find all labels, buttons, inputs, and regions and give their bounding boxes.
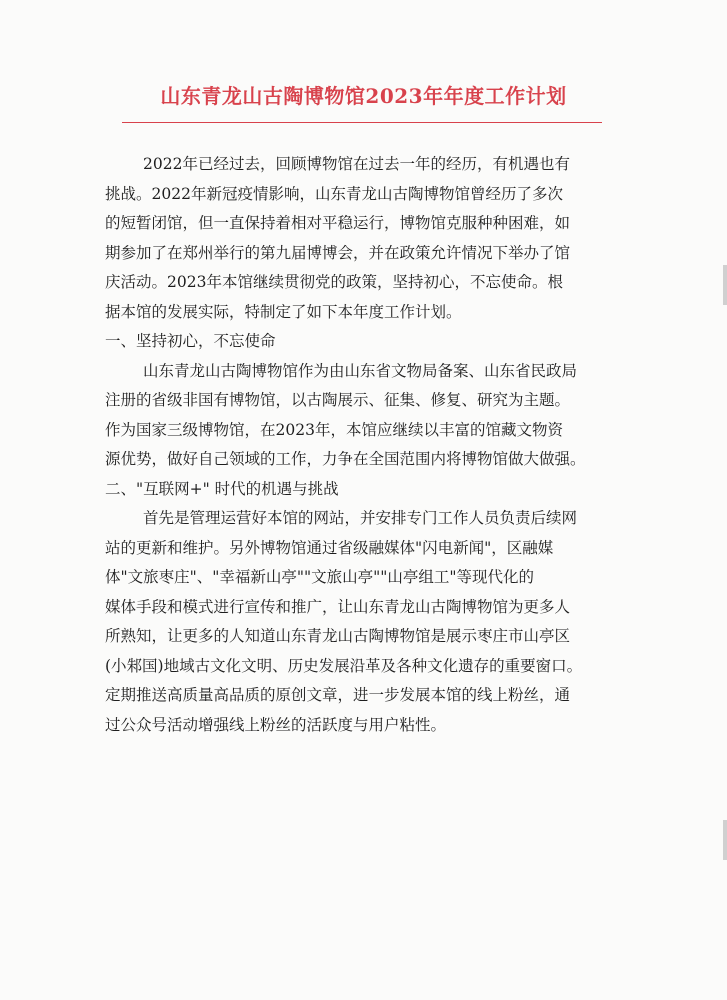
document-line: 期参加了在郑州举行的第九届博博会，并在政策允许情况下举办了馆: [105, 243, 571, 262]
document-line: 定期推送高质量高品质的原创文章，进一步发展本馆的线上粉丝，通: [105, 686, 571, 704]
title-divider: [122, 122, 602, 123]
document-line: 的短暂闭馆，但一直保持着相对平稳运行，博物馆克服种种困难，如: [105, 214, 571, 232]
document-line: 首先是管理运营好本馆的网站，并安排专门工作人员负责后续网: [143, 509, 578, 527]
scan-edge-mark: [723, 820, 727, 860]
document-line: 作为国家三级博物馆，在2023年，本馆应继续以丰富的馆藏文物资: [105, 420, 563, 439]
document-line: 据本馆的发展实际，特制定了如下本年度工作计划。: [105, 302, 462, 321]
document-body: [105, 150, 610, 740]
document-line: 2022年已经过去，回顾博物馆在过去一年的经历，有机遇也有: [143, 155, 570, 173]
document-line: 过公众号活动增强线上粉丝的活跃度与用户粘性。: [105, 715, 447, 734]
document-line: 二、"互联网+" 时代的机遇与挑战: [105, 479, 339, 498]
document-line: 所熟知，让更多的人知道山东青龙山古陶博物馆是展示枣庄市山亭区: [105, 627, 571, 645]
document-line: 一、坚持初心，不忘使命: [105, 332, 276, 350]
document-line: 注册的省级非国有博物馆，以古陶展示、征集、修复、研究为主题。: [105, 391, 571, 409]
document-title: 山东青龙山古陶博物馆2023年年度工作计划: [160, 84, 567, 108]
scan-edge-mark: [723, 265, 727, 305]
document-line: 媒体手段和模式进行宣传和推广，让山东青龙山古陶博物馆为更多人: [105, 597, 571, 616]
document-line: 挑战。2022年新冠疫情影响，山东青龙山古陶博物馆曾经历了多次: [105, 184, 563, 203]
document-line: 体"文旅枣庄"、"幸福新山亭""文旅山亭""山亭组工"等现代化的: [105, 568, 535, 586]
document-line: (小邾国)地域古文化文明、历史发展沿革及各种文化遗存的重要窗口。: [105, 656, 583, 675]
document-line: 源优势，做好自己领域的工作，力争在全国范围内将博物馆做大做强。: [105, 450, 586, 468]
document-line: 庆活动。2023年本馆继续贯彻党的政策，坚持初心，不忘使命。根: [105, 273, 563, 291]
document-line: 站的更新和维护。另外博物馆通过省级融媒体"闪电新闻"，区融媒: [105, 538, 554, 557]
document-line: 山东青龙山古陶博物馆作为由山东省文物局备案、山东省民政局: [143, 361, 578, 380]
